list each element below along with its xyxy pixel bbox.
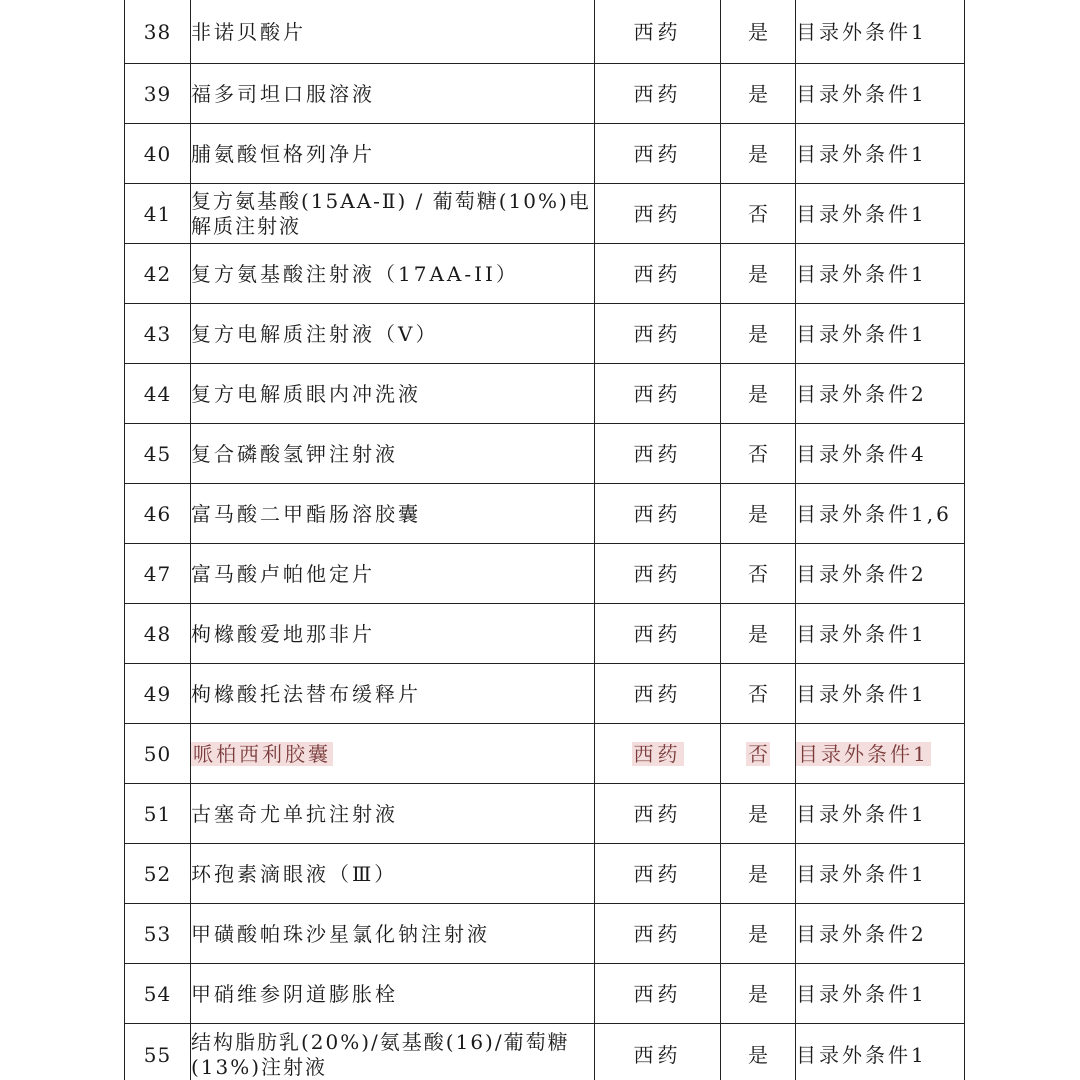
drug-condition: 目录外条件1 (796, 64, 965, 124)
drug-name: 枸橼酸爱地那非片 (191, 604, 595, 664)
drug-name-cell (191, 724, 595, 784)
drug-flag: 是 (721, 1024, 796, 1080)
highlighted-drug-name: 哌柏西利胶囊 (193, 741, 331, 766)
drug-type: 西药 (595, 784, 721, 844)
drug-type: 西药 (595, 1024, 721, 1080)
drug-name: 富马酸二甲酯肠溶胶囊 (191, 484, 595, 544)
drug-flag: 是 (721, 964, 796, 1024)
drug-type: 西药 (595, 484, 721, 544)
row-number: 49 (125, 664, 191, 724)
drug-condition: 目录外条件2 (796, 544, 965, 604)
drug-type: 西药 (595, 544, 721, 604)
drug-flag: 是 (721, 0, 796, 64)
drug-type: 西药 (595, 304, 721, 364)
row-number: 54 (125, 964, 191, 1024)
drug-name: 环孢素滴眼液（Ⅲ） (191, 844, 595, 904)
drug-type: 西药 (595, 844, 721, 904)
row-number: 51 (125, 784, 191, 844)
table-row (125, 0, 965, 64)
row-number: 47 (125, 544, 191, 604)
drug-condition: 目录外条件2 (796, 364, 965, 424)
drug-table (124, 0, 965, 1080)
row-number: 55 (125, 1024, 191, 1080)
row-number: 45 (125, 424, 191, 484)
drug-flag: 是 (721, 484, 796, 544)
drug-condition: 目录外条件1,6 (796, 484, 965, 544)
drug-type: 西药 (595, 964, 721, 1024)
drug-condition: 目录外条件1 (796, 184, 965, 244)
row-number: 50 (125, 724, 191, 784)
drug-name: 复方电解质注射液（Ⅴ） (191, 304, 595, 364)
drug-flag: 是 (721, 904, 796, 964)
row-number: 40 (125, 124, 191, 184)
row-number: 38 (125, 0, 191, 64)
drug-flag: 是 (721, 244, 796, 304)
drug-flag: 是 (721, 64, 796, 124)
row-number: 42 (125, 244, 191, 304)
drug-type: 西药 (595, 124, 721, 184)
drug-name: 枸橼酸托法替布缓释片 (191, 664, 595, 724)
table-row (125, 1024, 965, 1080)
drug-flag: 否 (721, 184, 796, 244)
drug-flag: 是 (721, 844, 796, 904)
drug-name: 脯氨酸恒格列净片 (191, 124, 595, 184)
drug-type: 西药 (595, 184, 721, 244)
drug-name: 结构脂肪乳(20%)/氨基酸(16)/葡萄糖(13%)注射液 (191, 1024, 595, 1080)
table-row (125, 904, 965, 964)
drug-type: 西药 (595, 64, 721, 124)
drug-type: 西药 (595, 604, 721, 664)
table-row (125, 64, 965, 124)
table-row (125, 244, 965, 304)
row-number: 48 (125, 604, 191, 664)
table-row (125, 664, 965, 724)
drug-flag: 否 (721, 664, 796, 724)
drug-flag: 是 (721, 784, 796, 844)
drug-condition: 目录外条件1 (796, 844, 965, 904)
drug-name: 福多司坦口服溶液 (191, 64, 595, 124)
drug-flag: 是 (721, 124, 796, 184)
table-row (125, 964, 965, 1024)
drug-flag: 否 (721, 544, 796, 604)
drug-type: 西药 (595, 424, 721, 484)
drug-name: 复方电解质眼内冲洗液 (191, 364, 595, 424)
drug-name: 复方氨基酸注射液（17AA-II） (191, 244, 595, 304)
drug-type: 西药 (595, 904, 721, 964)
drug-flag: 是 (721, 604, 796, 664)
drug-condition: 目录外条件1 (796, 244, 965, 304)
row-number: 41 (125, 184, 191, 244)
row-number: 44 (125, 364, 191, 424)
drug-flag: 是 (721, 364, 796, 424)
drug-condition: 目录外条件1 (796, 664, 965, 724)
table-row (125, 304, 965, 364)
drug-condition: 目录外条件1 (796, 0, 965, 64)
table-row (125, 364, 965, 424)
drug-name: 甲硝维参阴道膨胀栓 (191, 964, 595, 1024)
drug-name: 非诺贝酸片 (191, 0, 595, 64)
table-row (125, 184, 965, 244)
highlighted-drug-type: 西药 (633, 741, 682, 766)
drug-condition: 目录外条件1 (796, 784, 965, 844)
row-number: 39 (125, 64, 191, 124)
drug-name: 古塞奇尤单抗注射液 (191, 784, 595, 844)
drug-condition: 目录外条件1 (796, 604, 965, 664)
drug-condition: 目录外条件1 (796, 304, 965, 364)
drug-condition: 目录外条件4 (796, 424, 965, 484)
drug-name: 复合磷酸氢钾注射液 (191, 424, 595, 484)
table-row (125, 784, 965, 844)
drug-condition: 目录外条件1 (796, 1024, 965, 1080)
drug-type-cell (595, 724, 721, 784)
drug-name: 富马酸卢帕他定片 (191, 544, 595, 604)
drug-flag: 是 (721, 304, 796, 364)
drug-type: 西药 (595, 664, 721, 724)
drug-name: 复方氨基酸(15AA-Ⅱ) / 葡萄糖(10%)电解质注射液 (191, 184, 595, 244)
row-number: 53 (125, 904, 191, 964)
drug-type: 西药 (595, 364, 721, 424)
drug-type: 西药 (595, 0, 721, 64)
drug-type: 西药 (595, 244, 721, 304)
row-number: 43 (125, 304, 191, 364)
row-number: 46 (125, 484, 191, 544)
table-row (125, 604, 965, 664)
table-row-highlighted (125, 724, 965, 784)
table-row (125, 544, 965, 604)
highlighted-drug-condition: 目录外条件1 (798, 741, 929, 766)
table-row (125, 844, 965, 904)
drug-condition: 目录外条件2 (796, 904, 965, 964)
drug-flag-cell (721, 724, 796, 784)
row-number: 52 (125, 844, 191, 904)
drug-name: 甲磺酸帕珠沙星氯化钠注射液 (191, 904, 595, 964)
table-row (125, 424, 965, 484)
drug-condition-cell (796, 724, 965, 784)
drug-condition: 目录外条件1 (796, 124, 965, 184)
highlighted-drug-flag: 否 (748, 741, 768, 766)
drug-condition: 目录外条件1 (796, 964, 965, 1024)
table-row (125, 484, 965, 544)
drug-flag: 否 (721, 424, 796, 484)
table-row (125, 124, 965, 184)
